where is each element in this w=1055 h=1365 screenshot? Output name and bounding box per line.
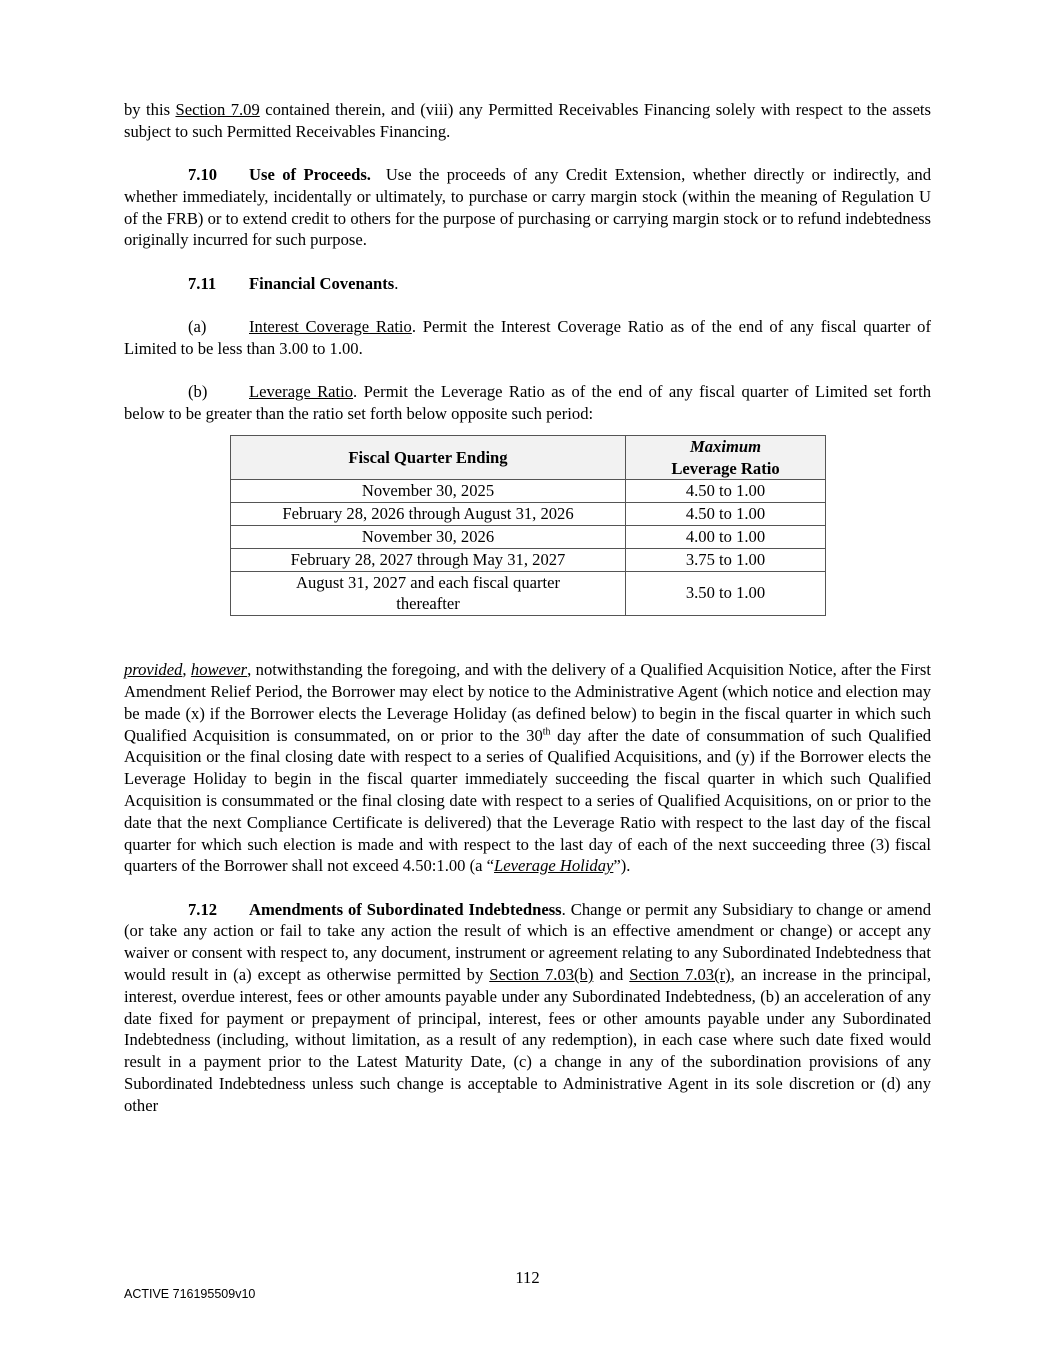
- table-header-row: [231, 435, 826, 480]
- page-number: 112: [515, 1268, 540, 1287]
- section-title: Amendments of Subordinated Indebtedness: [249, 899, 562, 919]
- section-7-12: 7.12 Amendments of Subordinated Indebtedness. Change or permit any Subsidiary to change or amend (or take any action or fail to take any action the result of which is an effective amendment or change) or accept any waiver or consent with respect to, any document, instrument or agreement relating to any Subordinated Indebtedness that would result in (a) except as otherwise permitted by Section 7.03(b) and Section 7.03(r), an increase in the principal, interest, overdue interest, fees or other amounts payable under any Subordinated Indebtedness, (b) an acceleration of any date fixed for payment or prepayment of principal, interest, fees or other amounts payable under any Subordinated Indebtedness (including, without limitation, as a result of any redemption), in each case where such date fixed would result in a payment prior to the Latest Maturity Date, (c) a change in any of the subordination provisions of any Subordinated Indebtedness unless such change is acceptable to Administrative Agent in its sole discretion or (d) any other: [124, 899, 931, 1115]
- table-row: [231, 571, 826, 616]
- table-row: [231, 480, 826, 503]
- leverage-ratio-table: [230, 435, 826, 616]
- section-title: Use of Proceeds.: [249, 165, 371, 185]
- clause-label: (b): [188, 382, 208, 402]
- clause-title: Leverage Ratio: [249, 382, 354, 402]
- period-cell: November 30, 2026: [231, 525, 626, 548]
- ratio-cell: 4.00 to 1.00: [626, 525, 826, 548]
- ratio-cell: 4.50 to 1.00: [626, 480, 826, 503]
- document-page: [124, 99, 931, 1117]
- section-reference: Section 7.03(r): [629, 965, 731, 984]
- period-cell: February 28, 2027 through May 31, 2027: [231, 548, 626, 571]
- period-cell: February 28, 2026 through August 31, 2026: [231, 503, 626, 526]
- provided-term: provided: [124, 660, 183, 680]
- ordinal-superscript: th: [542, 726, 551, 737]
- ratio-cell: 4.50 to 1.00: [626, 503, 826, 526]
- section-7-11: 7.11 Financial Covenants.: [188, 273, 399, 293]
- section-7-11-a: (a) Interest Coverage Ratio. Permit the Interest Coverage Ratio as of the end of any fiscal quarter of Limited to be less than 3.00 to 1.00.: [124, 317, 932, 358]
- section-reference: Section 7.09: [175, 100, 260, 119]
- section-reference: Section 7.03(b): [489, 965, 594, 984]
- ratio-cell: 3.50 to 1.00: [626, 571, 826, 616]
- section-number: 7.10: [188, 165, 218, 185]
- table-row: [231, 525, 826, 548]
- section-title: Financial Covenants: [249, 273, 395, 293]
- defined-term-leverage-holiday: Leverage Holiday: [494, 856, 614, 876]
- section-number: 7.12: [188, 899, 218, 919]
- section-7-10: 7.10 Use of Proceeds. Use the proceeds of any Credit Extension, whether directly or indirectly, and whether immediately, incidentally or ultimately, to purchase or carry margin stock (within the meaning of Regulation U of the FRB) or to extend credit to others for the purpose of purchasing or carrying margin stock or to refund indebtedness originally incurred for such purpose.: [124, 165, 931, 250]
- period-cell: August 31, 2027 and each fiscal quarter thereafter: [231, 571, 626, 616]
- clause-title: Interest Coverage Ratio: [249, 317, 412, 337]
- header-maximum-leverage-ratio: Maximum Leverage Ratio: [626, 435, 826, 480]
- section-number: 7.11: [188, 273, 217, 293]
- proviso-paragraph: provided, however, notwithstanding the foregoing, and with the delivery of a Qualified Acquisition Notice, after the First Amendment Relief Period, the Borrower may elect by notice to the Administrative Agent (which notice and election may be made (x) if the Borrower elects the Leverage Holiday (as defined below) to begin in the fiscal quarter in which such Qualified Acquisition is consummated, on or prior to the 30th day after the date of consummation of such Qualified Acquisition or the final closing date with respect to a series of Qualified Acquisitions, and (y) if the Borrower elects the Leverage Holiday to begin in the fiscal quarter immediately succeeding the fiscal quarter in which such Qualified Acquisition is consummated or the final closing date with respect to a series of Qualified Acquisitions, on or prior to the date that the next Compliance Certificate is delivered) that the Leverage Ratio with respect to the last day of the fiscal quarter for which such election is made and with respect to the last day of each of the next succeeding three (3) fiscal quarters of the Borrower shall not exceed 4.50:1.00 (a “Leverage Holiday”).: [124, 660, 931, 876]
- clause-label: (a): [188, 317, 207, 337]
- table-row: [231, 503, 826, 526]
- period-cell: November 30, 2025: [231, 480, 626, 503]
- section-7-11-b: (b) Leverage Ratio. Permit the Leverage Ratio as of the end of any fiscal quarter of Limited set forth below to be greater than the ratio set forth below opposite such period:: [124, 382, 931, 423]
- however-term: however: [190, 660, 248, 680]
- ratio-cell: 3.75 to 1.00: [626, 548, 826, 571]
- paragraph-section-7-09-continuation: by this Section 7.09 contained therein, and (viii) any Permitted Receivables Financing solely with respect to the assets subject to such Permitted Receivables Financing.: [124, 100, 932, 141]
- table-row: [231, 548, 826, 571]
- document-id-footer: ACTIVE 716195509v10: [124, 1287, 256, 1301]
- header-fiscal-quarter-ending: Fiscal Quarter Ending: [231, 435, 626, 480]
